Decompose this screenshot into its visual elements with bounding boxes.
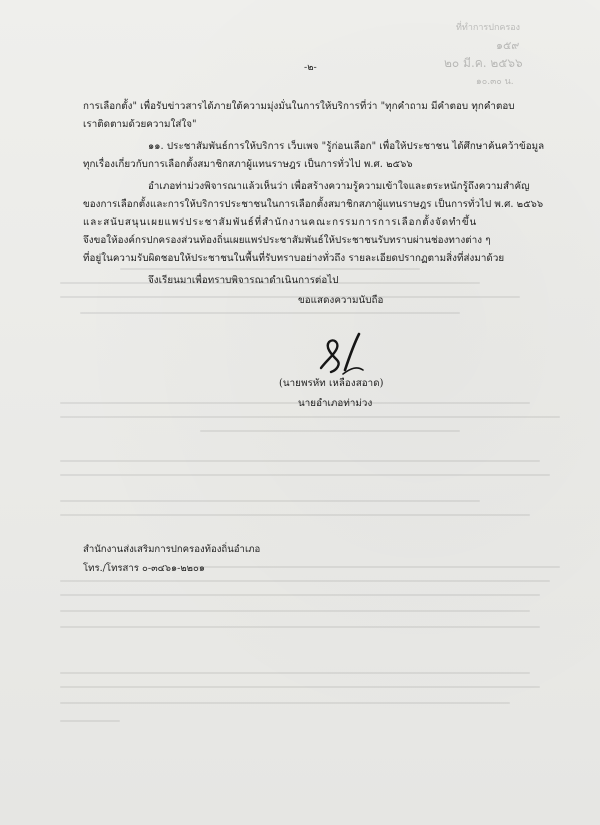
page-number: -๒- xyxy=(304,62,317,73)
paragraph-2-line-1: ๑๑. ประชาสัมพันธ์การให้บริการ เว็บเพจ "รู้ก่อนเลือก" เพื่อให้ประชาชน ได้ศึกษาค้นคว้าข้อมูล xyxy=(148,141,545,152)
closing-regards: ขอแสดงความนับถือ xyxy=(298,295,384,306)
paragraph-3-line-5: ที่อยู่ในความรับผิดชอบให้ประชาชนในพื้นที่รับทราบอย่างทั่วถึง รายละเอียดปรากฏตามสิ่งที่ส่งมาด้วย xyxy=(83,253,505,264)
paragraph-4: จึงเรียนมาเพื่อทราบพิจารณาดำเนินการต่อไป xyxy=(148,275,339,286)
paragraph-1-line-1: การเลือกตั้ง" เพื่อรับข่าวสารได้ภายใต้ความมุ่งมั่นในการให้บริการที่ว่า "ทุกคำถาม มีคำตอบ ทุกคำตอบ xyxy=(83,101,515,112)
paragraph-1-line-2: เราติดตามด้วยความใส่ใจ" xyxy=(83,119,197,130)
paragraph-2-line-2: ทุกเรื่องเกี่ยวกับการเลือกตั้งสมาชิกสภาผู้แทนราษฎร เป็นการทั่วไป พ.ศ. ๒๕๖๖ xyxy=(83,159,413,170)
received-stamp xyxy=(436,18,586,98)
stamp-line-2: ๑๕๙ xyxy=(496,39,520,52)
signatory-position: นายอำเภอท่าม่วง xyxy=(298,398,373,409)
stamp-line-1: ที่ทำการปกครอง xyxy=(456,23,521,33)
paragraph-3-line-3: และสนับสนุนเผยแพร่ประชาสัมพันธ์ที่สำนักงานคณะกรรมการการเลือกตั้งจัดทำขึ้น xyxy=(83,217,478,228)
signatory-name: (นายพรหัท เหลืองสอาด) xyxy=(279,378,384,389)
footer-phone: โทร./โทรสาร ๐-๓๔๖๑-๒๒๐๑ xyxy=(83,563,205,574)
stamp-line-3: ๒๐ มี.ค. ๒๕๖๖ xyxy=(444,56,523,70)
paragraph-3-line-1: อำเภอท่าม่วงพิจารณาแล้วเห็นว่า เพื่อสร้างความรู้ความเข้าใจและตระหนักรู้ถึงความสำคัญ xyxy=(148,181,530,192)
stamp-line-4: ๑๐.๓๐ น. xyxy=(476,77,514,87)
signature-mark xyxy=(315,330,385,380)
footer-office: สำนักงานส่งเสริมการปกครองท้องถิ่นอำเภอ xyxy=(83,544,261,555)
paragraph-3-line-2: ของการเลือกตั้งและการให้บริการประชาชนในการเลือกตั้งสมาชิกสภาผู้แทนราษฎร เป็นการทั่วไป พ.ศ. ๒๕๖๖ xyxy=(83,199,544,210)
paragraph-3-line-4: จึงขอให้องค์กรปกครองส่วนท้องถิ่นเผยแพร่ประชาสัมพันธ์ให้ประชาชนรับทราบผ่านช่องทางต่าง ๆ xyxy=(83,235,491,246)
